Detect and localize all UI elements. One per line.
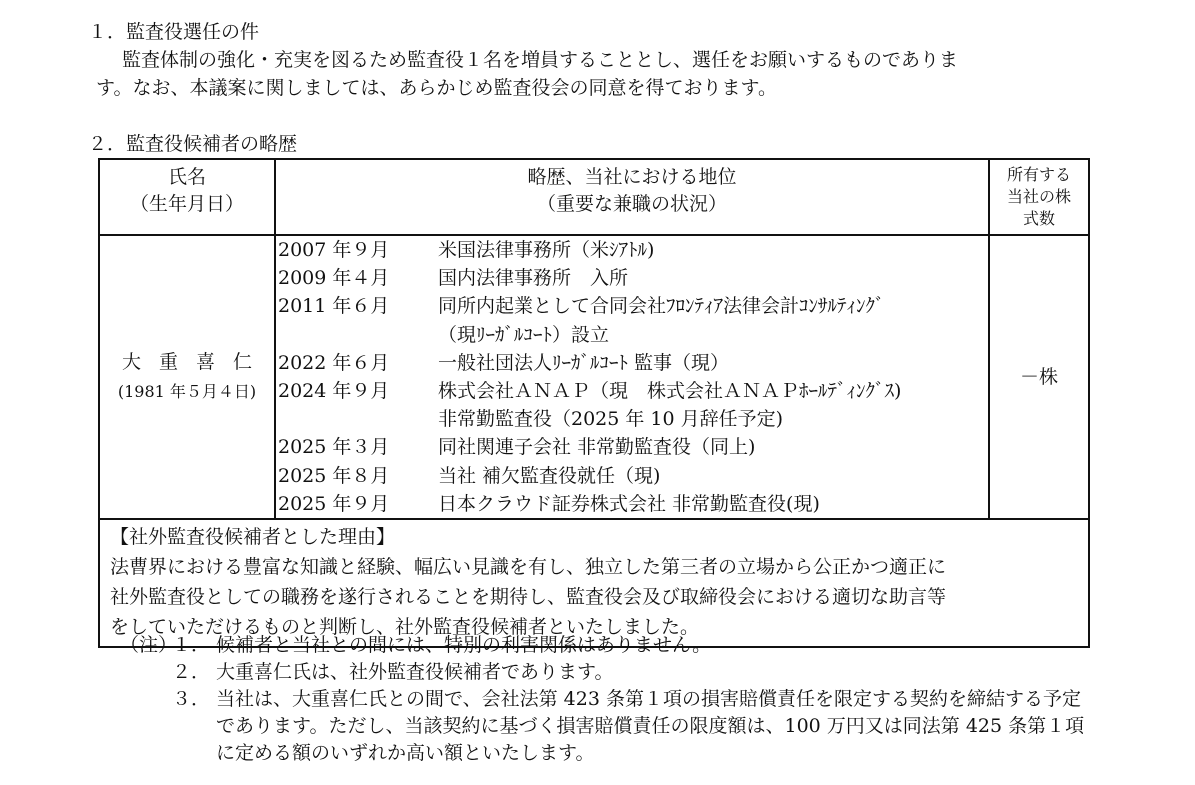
career-date: 2011 年６月 xyxy=(278,295,390,318)
header-career-line1: 略歴、当社における地位 xyxy=(527,166,737,188)
note-text: 候補者と当社との間には、特別の利害関係はありません。 xyxy=(216,634,712,656)
note-number: ２． xyxy=(172,661,211,683)
header-name xyxy=(99,159,275,235)
candidate-row xyxy=(99,235,1089,519)
career-text: 国内法律事務所 入所 xyxy=(438,267,629,290)
note-text: 大重喜仁氏は、社外監査役候補者であります。 xyxy=(216,661,614,683)
note-item xyxy=(120,632,1086,659)
career-date: 2025 年９月 xyxy=(278,492,390,515)
career-date: 2025 年８月 xyxy=(278,464,390,487)
section2-title: ２．監査役候補者の略歴 xyxy=(88,133,298,155)
career-row xyxy=(276,321,988,349)
header-shares-line2: 当社の株 xyxy=(1006,187,1071,206)
career-date: 2009 年４月 xyxy=(278,267,390,290)
shares-value: －株 xyxy=(1019,365,1058,388)
note-item xyxy=(120,686,1086,767)
note-text: 当社は、大重喜仁氏との間で、会社法第 423 条第１項の損害賠償責任を限定する契約を締結する予定であります。ただし、当該契約に基づく損害賠償責任の限度額は、100 万円又は同法第 425 条第１項に定める額のいずれか高い額といたします。 xyxy=(216,688,1085,764)
header-name-line2: （生年月日） xyxy=(129,193,244,215)
notes xyxy=(120,632,1086,767)
career-row xyxy=(276,433,988,461)
career-text: 当社 補欠監査役就任（現) xyxy=(438,464,661,487)
career-text: （現ﾘｰｶﾞﾙｺｰﾄ）設立 xyxy=(438,323,610,346)
section1-body xyxy=(96,46,1096,102)
career-row xyxy=(276,490,988,518)
header-career xyxy=(275,159,989,235)
career-date: 2007 年９月 xyxy=(278,239,390,261)
table-header-row xyxy=(99,159,1089,235)
shares-cell xyxy=(989,235,1089,519)
notes-label: （注） xyxy=(120,634,178,656)
career-text: 米国法律事務所（米ｼｱﾄﾙ) xyxy=(438,239,655,261)
section1-body-line1: 監査体制の強化・充実を図るため監査役１名を増員することとし、選任をお願いするものでありま xyxy=(122,49,959,71)
header-shares xyxy=(989,159,1089,235)
career-date xyxy=(276,405,438,433)
career-row xyxy=(276,405,988,433)
candidate-table xyxy=(98,158,1090,648)
career-row xyxy=(276,377,988,405)
career-date: 2025 年３月 xyxy=(278,436,390,459)
career-row xyxy=(276,349,988,377)
career-text: 同社関連子会社 非常勤監査役（同上) xyxy=(438,436,756,459)
reason-title: 【社外監査役候補者とした理由】 xyxy=(110,525,396,548)
career-row xyxy=(276,292,988,320)
note-number: ３． xyxy=(172,688,211,710)
header-shares-line3: 式数 xyxy=(1022,209,1055,228)
candidate-name: 大重喜仁 xyxy=(121,350,270,373)
note-item xyxy=(120,659,1086,686)
note-number: １． xyxy=(172,634,211,656)
career-text: 株式会社ＡＮＡＰ（現 株式会社ＡＮＡＰﾎｰﾙﾃﾞｨﾝｸﾞｽ) xyxy=(438,379,902,402)
header-career-line2: （重要な兼職の状況） xyxy=(536,193,727,215)
section1-title: １．監査役選任の件 xyxy=(88,21,260,43)
career-row xyxy=(276,236,988,264)
career-text: 同所内起業として合同会社ﾌﾛﾝﾃｨｱ法律会計ｺﾝｻﾙﾃｨﾝｸﾞ xyxy=(438,295,885,318)
career-row xyxy=(276,264,988,292)
reason-line2: 社外監査役としての職務を遂行されることを期待し、監査役会及び取締役会における適切な助言等 xyxy=(110,585,947,608)
reason-row xyxy=(99,519,1089,647)
reason-cell xyxy=(99,519,1089,647)
candidate-birth: (1981 年５月４日) xyxy=(117,381,257,401)
career-text: 一般社団法人ﾘｰｶﾞﾙｺｰﾄ 監事（現） xyxy=(438,351,730,374)
header-shares-line1: 所有する xyxy=(1006,165,1071,184)
career-text: 非常勤監査役（2025 年 10 月辞任予定) xyxy=(438,408,784,431)
career-cell xyxy=(275,235,989,519)
header-name-line1: 氏名 xyxy=(167,166,206,188)
career-date: 2022 年６月 xyxy=(278,351,390,374)
reason-line3: をしていただけるものと判断し、社外監査役候補者といたしました。 xyxy=(110,615,700,638)
candidate-name-cell xyxy=(99,235,275,519)
career-date: 2024 年９月 xyxy=(278,379,390,402)
career-text: 日本クラウド証券株式会社 非常勤監査役(現) xyxy=(438,492,820,515)
career-date xyxy=(276,321,438,349)
section1-body-line2: す。なお、本議案に関しましては、あらかじめ監査役会の同意を得ております。 xyxy=(96,77,777,99)
career-row xyxy=(276,462,988,490)
reason-line1: 法曹界における豊富な知識と経験、幅広い見識を有し、独立した第三者の立場から公正かつ適正に xyxy=(110,555,947,578)
